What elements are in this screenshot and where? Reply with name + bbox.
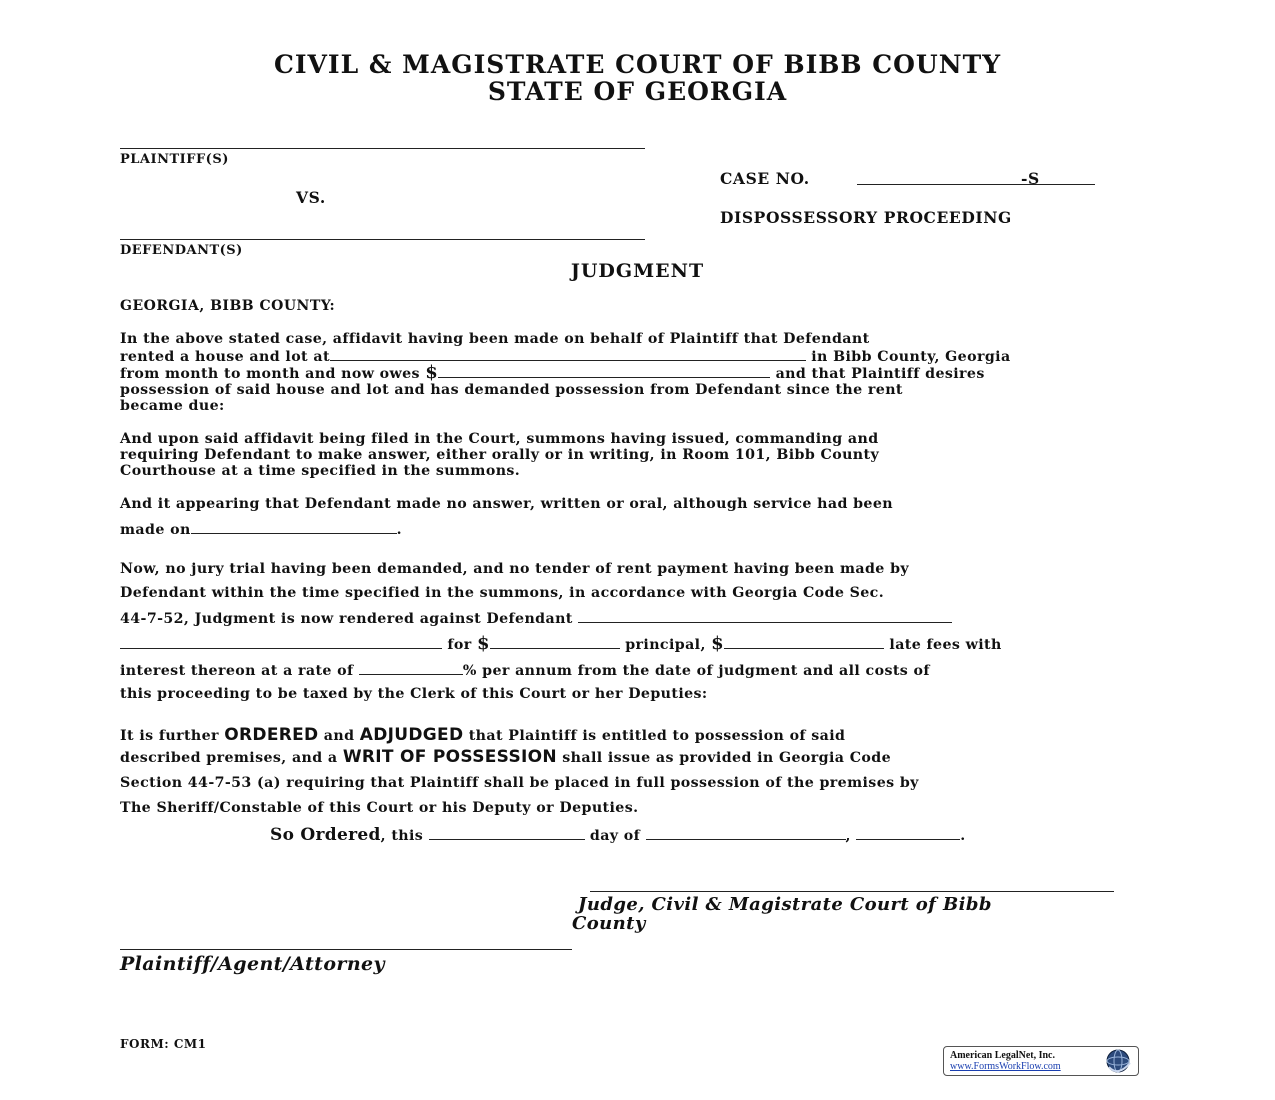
defendant-name-field-2[interactable] [120, 635, 442, 649]
order-day-field[interactable] [429, 826, 585, 840]
american-legalnet-logo[interactable] [943, 1046, 1139, 1076]
case-number-field[interactable] [857, 184, 1095, 185]
amount-owed-field[interactable] [438, 364, 770, 378]
para1-rented-text: rented a house and lot at [120, 349, 330, 365]
para3-line1: And it appearing that Defendant made no answer, written or oral, although service had been [120, 496, 893, 512]
principal-dollar-sign: $ [476, 633, 490, 654]
defendant-label: DEFENDANT(S) [120, 243, 243, 258]
so-ordered-text: So Ordered [270, 825, 381, 845]
para4-line6: this proceeding to be taxed by the Clerk of this Court or her Deputies: [120, 686, 708, 702]
shall-issue-text: shall issue as provided in Georgia Code [562, 750, 891, 766]
principal-amount-field[interactable] [490, 635, 620, 649]
order-year-field[interactable] [856, 826, 960, 840]
interest-rate-text: interest thereon at a rate of [120, 663, 354, 679]
case-number-suffix: -S [1021, 169, 1040, 188]
para2-line2: requiring Defendant to make answer, either orally or in writing, in Room 101, Bibb County [120, 447, 880, 463]
para1-county-text: in Bibb County, Georgia [811, 349, 1011, 365]
judge-signature-label-county: County [572, 913, 646, 934]
order-comma: , [845, 828, 851, 844]
plaintiff-signature-line[interactable] [120, 949, 572, 950]
dollar-sign: $ [425, 362, 439, 383]
globe-icon [1100, 1047, 1136, 1075]
para2-line1: And upon said affidavit being filed in the Court, summons having issued, commanding and [120, 431, 879, 447]
para2-line3: Courthouse at a time specified in the summons. [120, 463, 521, 479]
logo-company-name: American LegalNet, Inc. [950, 1050, 1055, 1061]
state-title: STATE OF GEORGIA [487, 77, 788, 106]
plaintiff-signature-label: Plaintiff/Agent/Attorney [120, 953, 385, 975]
para1-line2 [120, 347, 1011, 365]
and-text: and [323, 728, 355, 744]
late-fees-dollar-sign: $ [711, 633, 725, 654]
property-address-field[interactable] [330, 347, 806, 361]
order-period: . [960, 828, 966, 844]
para1-owes-text: from month to month and now owes [120, 366, 420, 382]
plaintiff-line[interactable] [120, 148, 645, 149]
para3-line2 [120, 520, 402, 538]
day-of-text: day of [589, 828, 641, 844]
case-number-label: CASE NO. [720, 169, 810, 188]
judge-signature-line[interactable] [590, 891, 1114, 892]
writ-of-possession-text: WRIT OF POSSESSION [342, 747, 557, 767]
para1-line4: possession of said house and lot and has demanded possession from Defendant since the rent [120, 382, 903, 398]
defendant-name-field[interactable] [578, 609, 952, 623]
para1-line1: In the above stated case, affidavit having been made on behalf of Plaintiff that Defendant [120, 331, 870, 347]
rendered-against-text: 44-7-52, Judgment is now rendered against Defendant [120, 611, 573, 627]
court-title: CIVIL & MAGISTRATE COURT OF BIBB COUNTY [273, 50, 1002, 79]
para4-line5 [120, 661, 930, 679]
judgment-title: JUDGMENT [570, 260, 705, 282]
para4-line3 [120, 609, 952, 627]
judge-signature-label: Judge, Civil & Magistrate Court of Bibb [578, 894, 992, 915]
venue-label: GEORGIA, BIBB COUNTY: [120, 298, 336, 314]
this-text: , this [380, 828, 424, 844]
para5-line2 [120, 749, 891, 766]
form-number: FORM: CM1 [120, 1037, 207, 1051]
para3-period: . [396, 522, 403, 538]
principal-text: principal, [625, 637, 706, 653]
order-month-field[interactable] [646, 826, 846, 840]
adjudged-text: ADJUDGED [359, 725, 464, 745]
entitled-text: that Plaintiff is entitled to possession of said [468, 728, 846, 744]
further-text: It is further [120, 728, 219, 744]
so-ordered-line [270, 826, 966, 844]
late-fees-text: late fees with [889, 637, 1002, 653]
proceeding-type: DISPOSSESSORY PROCEEDING [720, 208, 1012, 227]
defendant-line[interactable] [120, 239, 645, 240]
plaintiff-label: PLAINTIFF(S) [120, 152, 229, 167]
logo-website-link[interactable]: www.FormsWorkFlow.com [950, 1061, 1061, 1072]
para5-line1 [120, 727, 845, 744]
para1-desires-text: and that Plaintiff desires [775, 366, 985, 382]
for-text: for [447, 637, 472, 653]
para1-line5: became due: [120, 398, 225, 414]
para5-line3: Section 44-7-53 (a) requiring that Plaintiff shall be placed in full possession of the premises by [120, 775, 919, 791]
versus-label: VS. [296, 188, 326, 207]
late-fees-field[interactable] [724, 635, 884, 649]
interest-rate-field[interactable] [359, 661, 463, 675]
para5-line4: The Sheriff/Constable of this Court or his Deputy or Deputies. [120, 800, 639, 816]
para4-line2: Defendant within the time specified in the summons, in accordance with Georgia Code Sec. [120, 585, 885, 601]
made-on-text: made on [120, 522, 191, 538]
described-premises-text: described premises, and a [120, 750, 338, 766]
ordered-text: ORDERED [224, 725, 319, 745]
para4-line1: Now, no jury trial having been demanded, and no tender of rent payment having been made by [120, 561, 910, 577]
service-date-field[interactable] [191, 520, 397, 534]
para4-line4 [120, 635, 1002, 653]
per-annum-text: % per annum from the date of judgment and all costs of [462, 663, 930, 679]
para1-line3 [120, 364, 985, 382]
